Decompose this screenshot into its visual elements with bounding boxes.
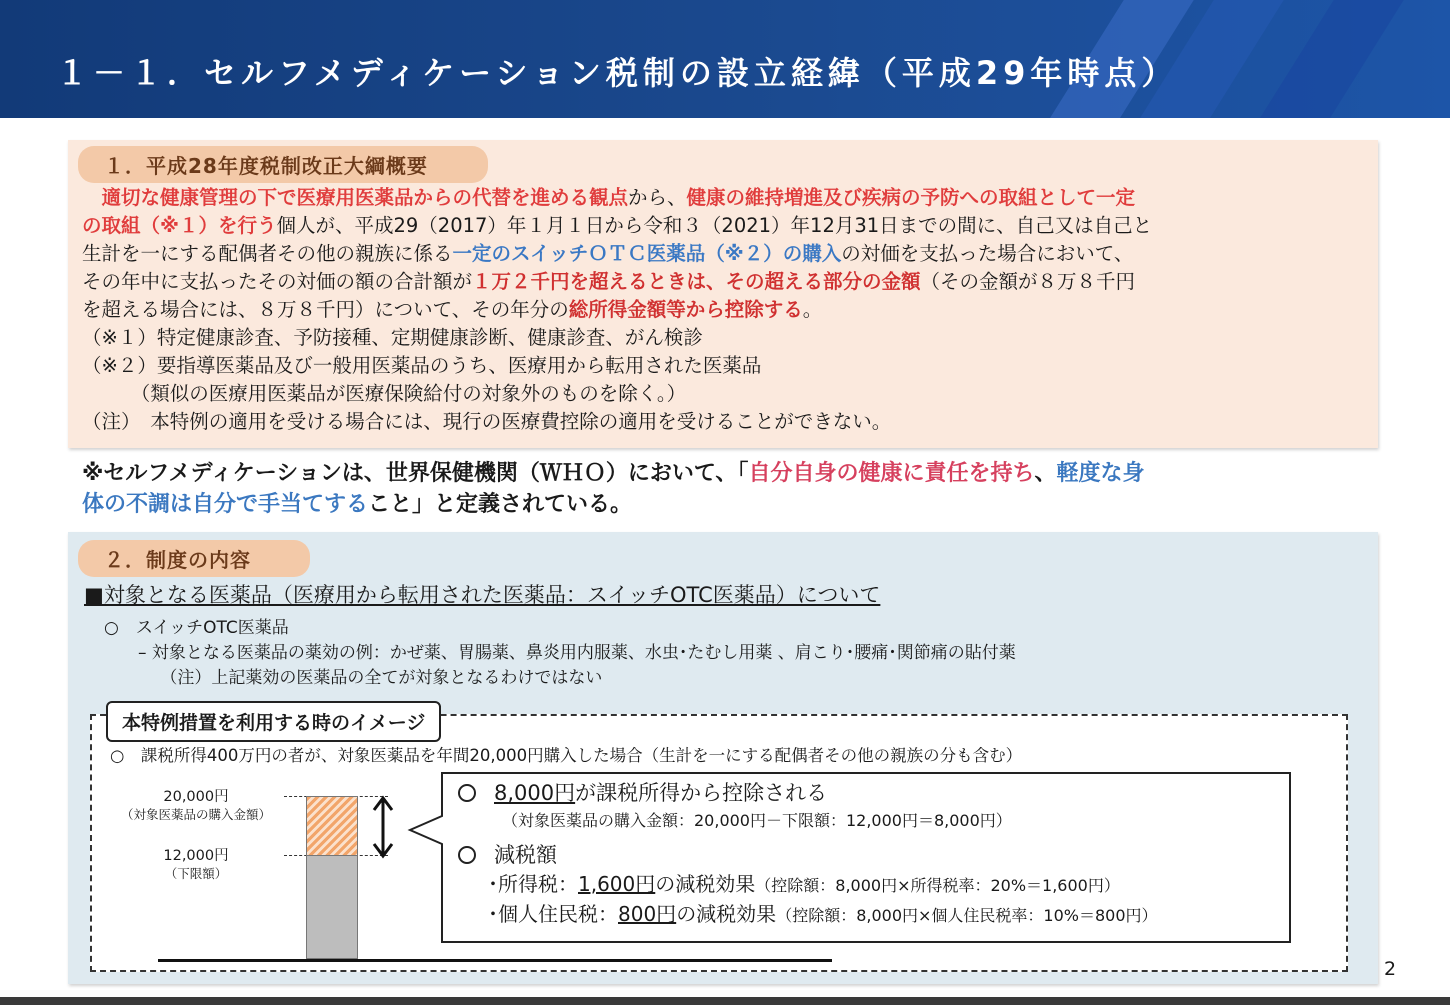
double-arrow-icon	[368, 792, 398, 862]
list-item: ○ スイッチOTC医薬品	[104, 618, 289, 638]
resident-tax-effect: の減税効果	[676, 902, 777, 926]
highlight-text: 一定のスイッチＯＴＣ医薬品（※２）の購入	[452, 242, 842, 265]
section-body	[82, 184, 1372, 436]
who-highlight: 体の不調は自分で手当てする	[82, 492, 369, 517]
page-title: １－１．セルフメディケーション税制の設立経緯（平成29年時点）	[56, 54, 1179, 92]
who-text: ※セルフメディケーションは、世界保健機関（ＷＨＯ）において、「	[82, 461, 749, 486]
callout-content	[458, 778, 1278, 930]
deduction-line	[458, 778, 1278, 808]
highlight-text: 総所得金額等から控除する	[568, 298, 803, 321]
label-purchase-amount	[106, 788, 286, 824]
highlight-text: 適切な健康管理の下で医療用医薬品からの代替を進める観点	[82, 186, 629, 209]
label-sub: （対象医薬品の購入金額）	[120, 807, 271, 822]
image-box	[90, 714, 1348, 972]
deduction-text: が課税所得から控除される	[575, 781, 828, 805]
body-line	[82, 212, 1372, 240]
body-text: その年中に支払ったその対価の額の合計額が	[82, 270, 473, 293]
note-line: （※２）要指導医薬品及び一般用医薬品のうち、医療用から転用された医薬品	[82, 354, 762, 377]
who-text: こと」と定義されている。	[368, 492, 633, 517]
section-list	[104, 616, 1016, 691]
section-system	[68, 532, 1378, 984]
income-tax-effect: の減税効果	[655, 872, 756, 896]
deduction-detail: （対象医薬品の購入金額：20,000円－下限額：12,000円＝8,000円）	[502, 811, 1012, 830]
resident-tax-label: ･個人住民税：	[488, 902, 618, 926]
tax-reduction-title	[458, 840, 1278, 870]
note-line: （類似の医療用医薬品が医療保険給付の対象外のものを除く。）	[82, 382, 687, 405]
body-line	[82, 240, 1372, 268]
case-description: ○ 課税所得400万円の者が、対象医薬品を年間20,000円購入した場合（生計を一にする配偶者その他の親族の分も含む）	[110, 746, 1023, 765]
income-tax-detail: （控除額：8,000円×所得税率：20%＝1,600円）	[755, 876, 1120, 895]
callout-box	[442, 772, 1292, 942]
body-text: 。	[802, 298, 823, 321]
chart-baseline	[158, 959, 832, 962]
header-banner	[0, 0, 1450, 118]
bottom-rule	[0, 997, 1450, 1005]
section-tag: １．平成28年度税制改正大綱概要	[78, 146, 488, 183]
deduction-amount: 8,000円	[494, 781, 576, 805]
resident-tax-amount: 800円	[618, 902, 677, 926]
label-value: 12,000円	[163, 848, 229, 864]
section-outline	[68, 140, 1378, 448]
image-box-title: 本特例措置を利用する時のイメージ	[106, 701, 441, 742]
income-tax-line	[458, 870, 1278, 900]
body-line	[82, 184, 1372, 212]
income-tax-label: ･所得税：	[488, 872, 578, 896]
list-item: （注）上記薬効の医薬品の全てが対象となるわけではない	[104, 668, 603, 688]
highlight-text: 健康の維持増進及び疾病の予防への取組として一定	[686, 186, 1136, 209]
label-lower-limit	[106, 847, 286, 883]
body-text: 生計を一にする配偶者その他の親族に係る	[82, 242, 453, 265]
who-text: 、	[1034, 461, 1057, 486]
resident-tax-line	[458, 900, 1278, 930]
circle-bullet-icon	[458, 784, 476, 802]
circle-bullet-icon	[458, 846, 476, 864]
label-value: 20,000円	[163, 789, 229, 805]
deduction-bar	[306, 796, 358, 856]
resident-tax-detail: （控除額：8,000円×個人住民税率：10%＝800円）	[776, 906, 1158, 925]
body-text: から、	[628, 186, 687, 209]
section-tag: ２．制度の内容	[78, 540, 310, 577]
highlight-text: １万２千円を超えるときは、その超える部分の金額	[472, 270, 921, 293]
who-line	[82, 489, 1382, 520]
note-line: （注） 本特例の適用を受ける場合には、現行の医療費控除の適用を受けることができない。	[82, 410, 892, 433]
label-sub: （下限額）	[164, 866, 228, 881]
body-text: （その金額が８万８千円	[920, 270, 1136, 293]
body-text: を超える場合には、８万８千円）について、その年分の	[82, 298, 569, 321]
body-text: の対価を支払った場合において、	[841, 242, 1134, 265]
who-highlight: 軽度な身	[1056, 461, 1145, 486]
who-line	[82, 458, 1382, 489]
list-item: – 対象となる医薬品の薬効の例：かぜ薬、胃腸薬、鼻炎用内服薬、水虫･たむし用薬 、肩こり･腰痛･関節痛の貼付薬	[104, 643, 1016, 663]
who-highlight: 自分自身の健康に責任を持ち	[748, 461, 1035, 486]
lower-limit-bar	[306, 855, 358, 959]
body-text: 個人が、平成29（2017）年１月１日から令和３（2021）年12月31日までの間に、自己又は自己と	[276, 214, 1153, 237]
note-line: （※１）特定健康診査、予防接種、定期健康診断、健康診査、がん検診	[82, 326, 703, 349]
body-line	[82, 268, 1372, 296]
body-line	[82, 296, 1372, 324]
income-tax-amount: 1,600円	[578, 872, 656, 896]
tax-title-text: 減税額	[494, 843, 557, 867]
highlight-text: の取組（※１）を行う	[82, 214, 277, 237]
who-definition	[82, 458, 1382, 520]
page-number: 2	[1384, 958, 1397, 980]
section-heading: ■対象となる医薬品（医療用から転用された医薬品：スイッチOTC医薬品）について	[84, 583, 881, 607]
